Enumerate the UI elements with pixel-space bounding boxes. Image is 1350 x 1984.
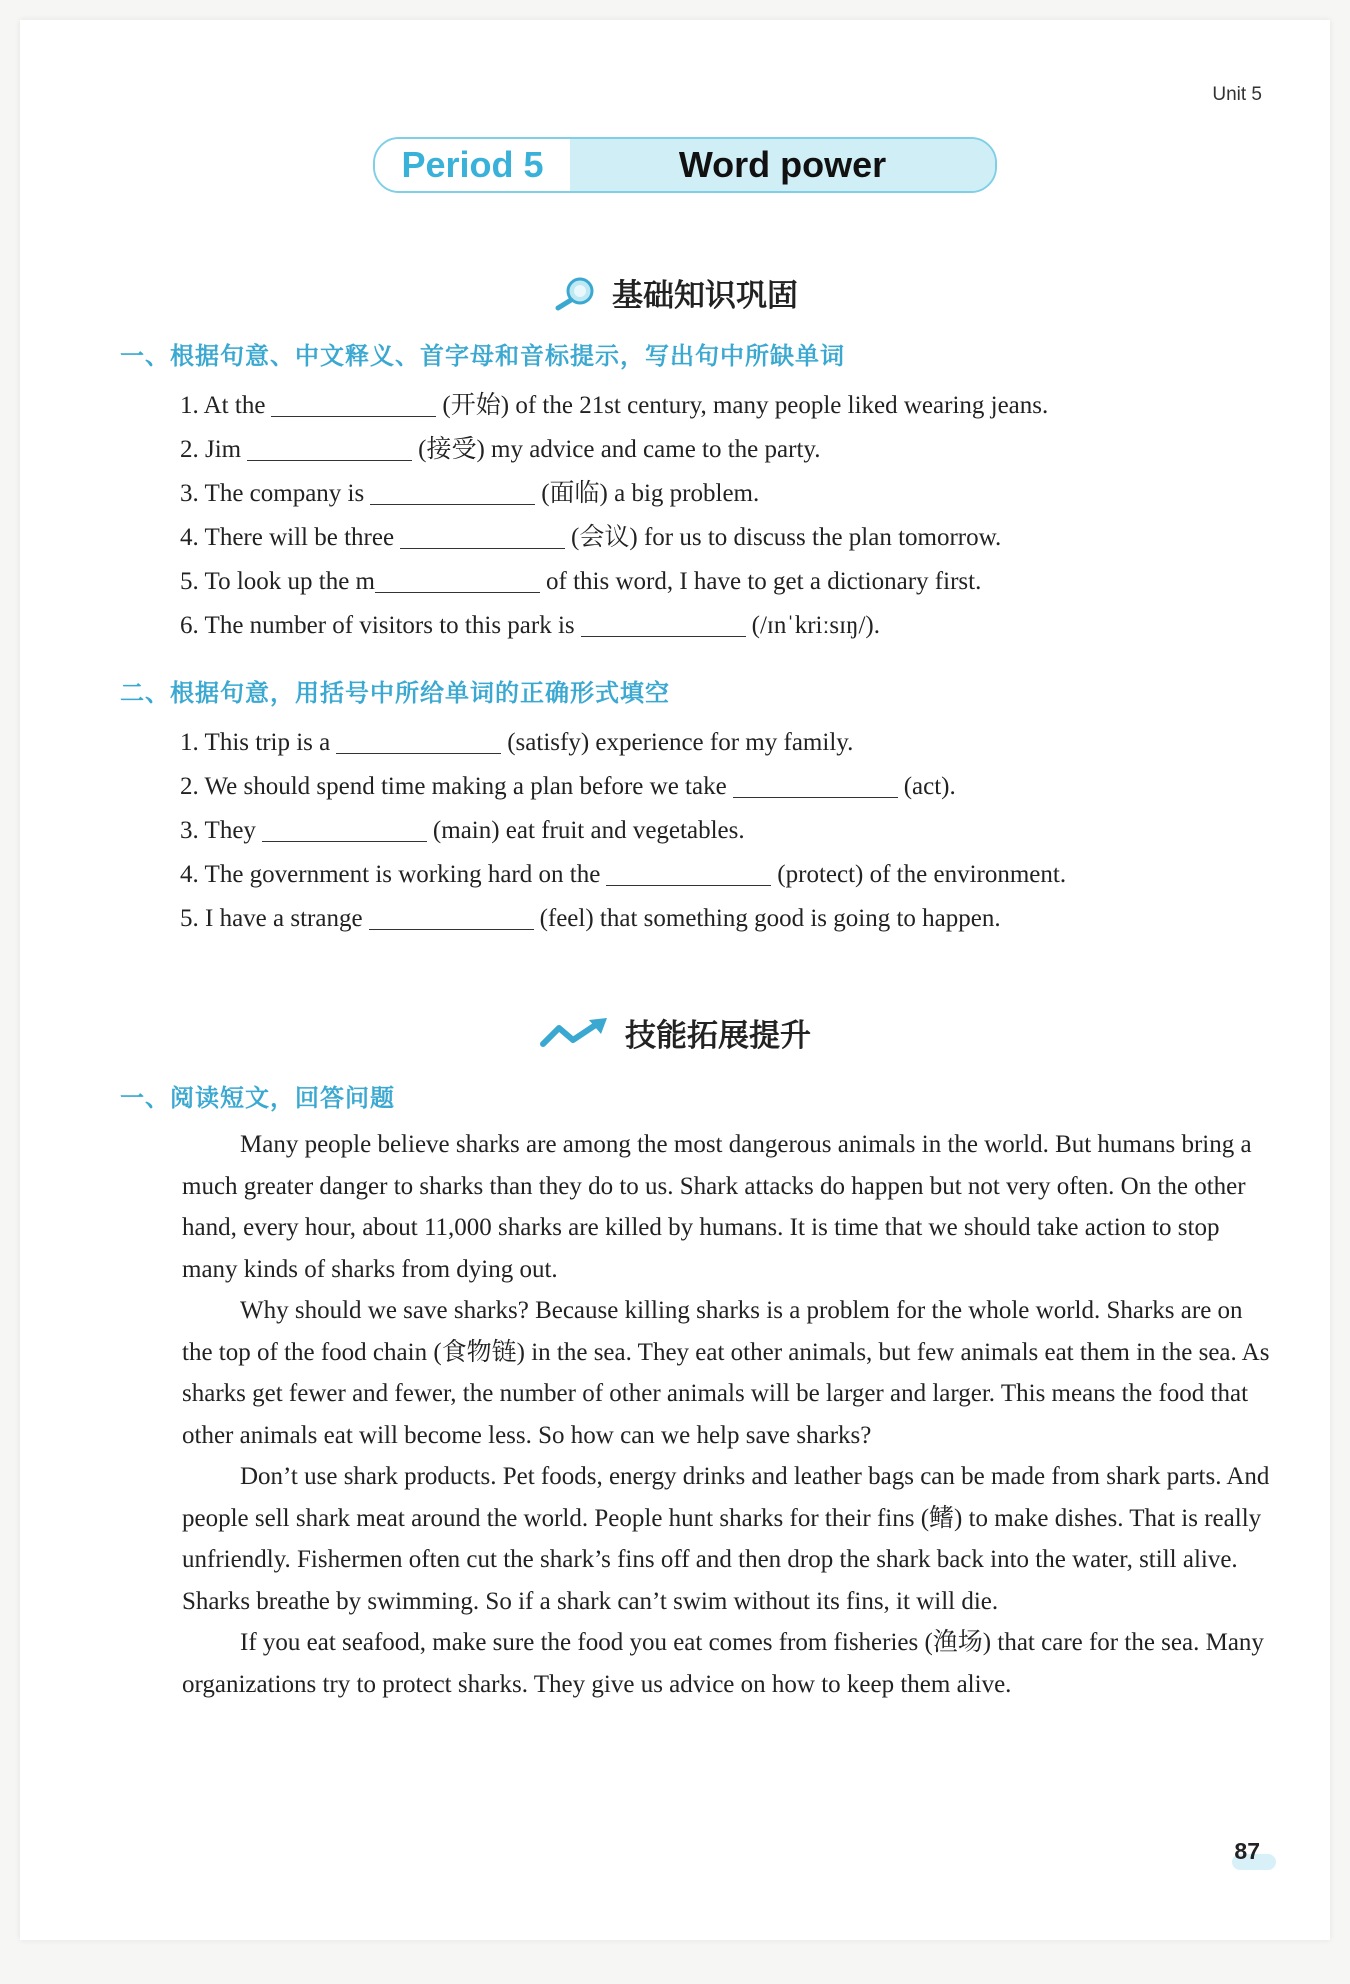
answer-blank[interactable] (400, 522, 565, 549)
reading-passage (182, 1124, 1272, 1705)
section1-title: 基础知识巩固 (612, 278, 798, 314)
question-item: 1. This trip is a (satisfy) experience for my family. (180, 729, 854, 756)
reading-heading: 一、阅读短文，回答问题 (120, 1084, 395, 1112)
answer-blank[interactable] (606, 859, 771, 886)
answer-blank[interactable] (733, 771, 898, 798)
period-label: Period 5 (375, 139, 570, 191)
question-item: 2. Jim (接受) my advice and came to the party. (180, 436, 821, 463)
question-item: 3. The company is (面临) a big problem. (180, 480, 760, 507)
question-item: 4. There will be three (会议) for us to discuss the plan tomorrow. (180, 524, 1002, 551)
passage-paragraph: Don’t use shark products. Pet foods, energy drinks and leather bags can be made from shark parts. And people sell shark meat around the world. People hunt sharks for their fins (鳍) to make dishes. That is really unfriendly. Fishermen often cut the shark’s fins off and then drop the shark back into the water, still alive. Sharks breathe by swimming. So if a shark can’t swim without its fins, it will die. (182, 1463, 1270, 1615)
section1-heading (20, 270, 1330, 315)
answer-blank[interactable] (247, 434, 412, 461)
question-item: 5. I have a strange (feel) that something good is going to happen. (180, 905, 1001, 932)
passage-paragraph: If you eat seafood, make sure the food you eat comes from fisheries (渔场) that care for the sea. Many organizations try to protect sharks. They give us advice on how to keep them alive. (182, 1629, 1264, 1698)
answer-blank[interactable] (375, 566, 540, 593)
part2-question-list (180, 721, 1066, 941)
question-item: 2. We should spend time making a plan before we take (act). (180, 773, 956, 800)
part2-heading: 二、根据句意，用括号中所给单词的正确形式填空 (120, 679, 670, 707)
section2-title: 技能拓展提升 (625, 1018, 811, 1054)
trend-arrow-icon (539, 1016, 611, 1050)
period-title: Word power (570, 139, 995, 191)
period-banner (373, 137, 997, 193)
question-item: 3. They (main) eat fruit and vegetables. (180, 817, 745, 844)
page-number: 87 (1234, 1838, 1260, 1864)
answer-blank[interactable] (262, 815, 427, 842)
question-item: 5. To look up the m of this word, I have to get a dictionary first. (180, 568, 982, 595)
unit-label: Unit 5 (1212, 84, 1262, 105)
textbook-page (20, 20, 1330, 1940)
part1-question-list (180, 384, 1048, 648)
question-item: 1. At the (开始) of the 21st century, many people liked wearing jeans. (180, 392, 1049, 419)
question-item: 6. The number of visitors to this park is (/ɪnˈkriːsɪŋ/). (180, 612, 880, 639)
question-item: 4. The government is working hard on the (protect) of the environment. (180, 861, 1067, 888)
part1-heading: 一、根据句意、中文释义、首字母和音标提示，写出句中所缺单词 (120, 342, 845, 370)
answer-blank[interactable] (581, 610, 746, 637)
answer-blank[interactable] (336, 727, 501, 754)
section2-heading (20, 1010, 1330, 1055)
answer-blank[interactable] (369, 903, 534, 930)
answer-blank[interactable] (271, 390, 436, 417)
magnifier-icon (552, 275, 598, 311)
passage-paragraph: Many people believe sharks are among the most dangerous animals in the world. But humans bring a much greater danger to sharks than they do to us. Shark attacks do happen but not very often. On the other hand, every hour, about 11,000 sharks are killed by humans. It is time that we should take action to stop many kinds of sharks from dying out. (182, 1131, 1252, 1283)
answer-blank[interactable] (370, 478, 535, 505)
passage-paragraph: Why should we save sharks? Because killing sharks is a problem for the whole world. Sharks are on the top of the food chain (食物链) in the sea. They eat other animals, but few animals eat them in the sea. As sharks get fewer and fewer, the number of other animals will be larger and larger. This means the food that other animals eat will become less. So how can we help save sharks? (182, 1297, 1270, 1449)
